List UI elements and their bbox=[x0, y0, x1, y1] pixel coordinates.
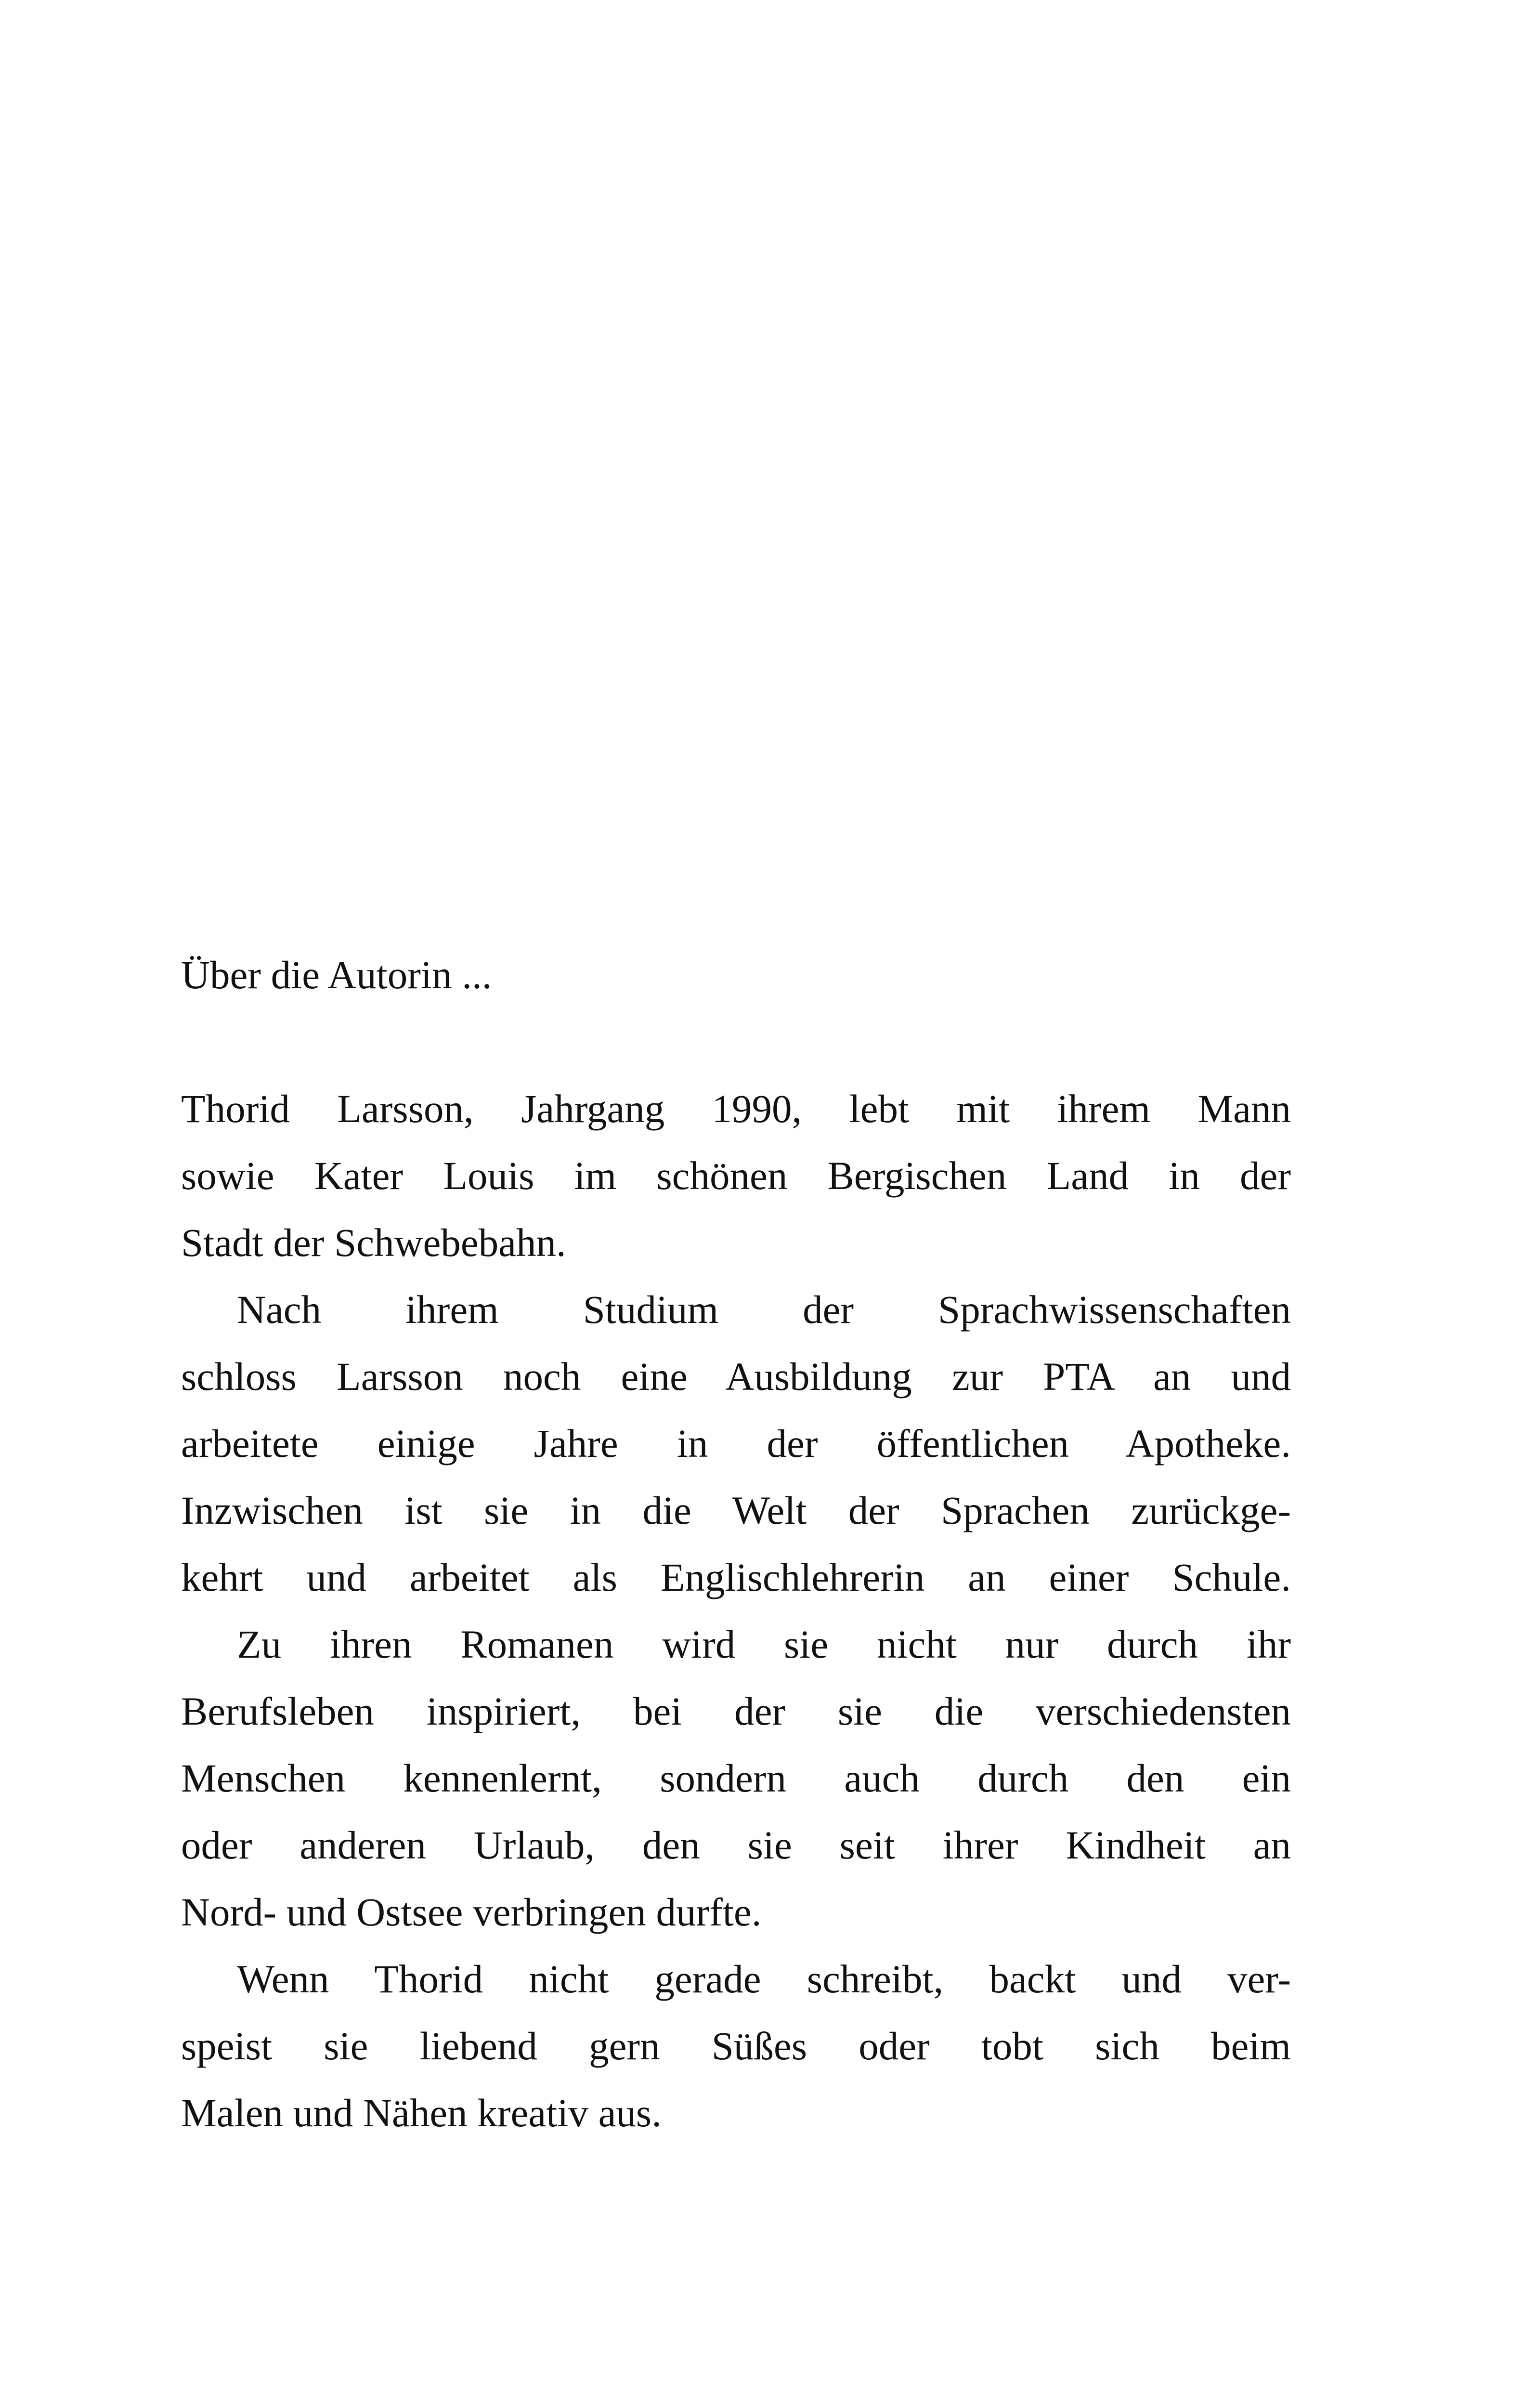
text-line: oder anderen Urlaub, den sie seit ihrer Kindheit an bbox=[181, 1823, 1291, 1867]
text-line: Zu ihren Romanen wird sie nicht nur durch ihr bbox=[237, 1622, 1291, 1666]
text-line: Nach ihrem Studium der Sprachwissenschaften bbox=[237, 1287, 1291, 1332]
text-line: speist sie liebend gern Süßes oder tobt sich beim bbox=[181, 2024, 1291, 2068]
text-line: Inzwischen ist sie in die Welt der Sprachen zurückge- bbox=[181, 1488, 1291, 1532]
text-line: Wenn Thorid nicht gerade schreibt, backt und ver- bbox=[237, 1957, 1291, 2001]
bio-paragraph-1 bbox=[181, 1075, 1291, 1276]
text-line: arbeitete einige Jahre in der öffentlichen Apotheke. bbox=[181, 1421, 1291, 1466]
blank-line bbox=[181, 1008, 1291, 1075]
bio-paragraph-2 bbox=[181, 1276, 1291, 1611]
author-bio-section bbox=[181, 942, 1291, 2146]
text-line: sowie Kater Louis im schönen Bergischen Land in der bbox=[181, 1153, 1291, 1198]
text-line: Berufsleben inspiriert, bei der sie die verschiedensten bbox=[181, 1689, 1291, 1733]
text-line: Malen und Nähen kreativ aus. bbox=[181, 2091, 662, 2135]
text-line: Menschen kennenlernt, sondern auch durch den ein bbox=[181, 1756, 1291, 1800]
text-line: schloss Larsson noch eine Ausbildung zur PTA an und bbox=[181, 1354, 1291, 1399]
text-line: Stadt der Schwebebahn. bbox=[181, 1220, 566, 1265]
section-heading: Über die Autorin ... bbox=[181, 953, 492, 997]
text-line: Thorid Larsson, Jahrgang 1990, lebt mit ihrem Mann bbox=[181, 1086, 1291, 1131]
bio-paragraph-3 bbox=[181, 1611, 1291, 1946]
text-line: kehrt und arbeitet als Englischlehrerin an einer Schule. bbox=[181, 1555, 1291, 1599]
text-line: Nord- und Ostsee verbringen durfte. bbox=[181, 1890, 762, 1934]
bio-paragraph-4 bbox=[181, 1946, 1291, 2146]
